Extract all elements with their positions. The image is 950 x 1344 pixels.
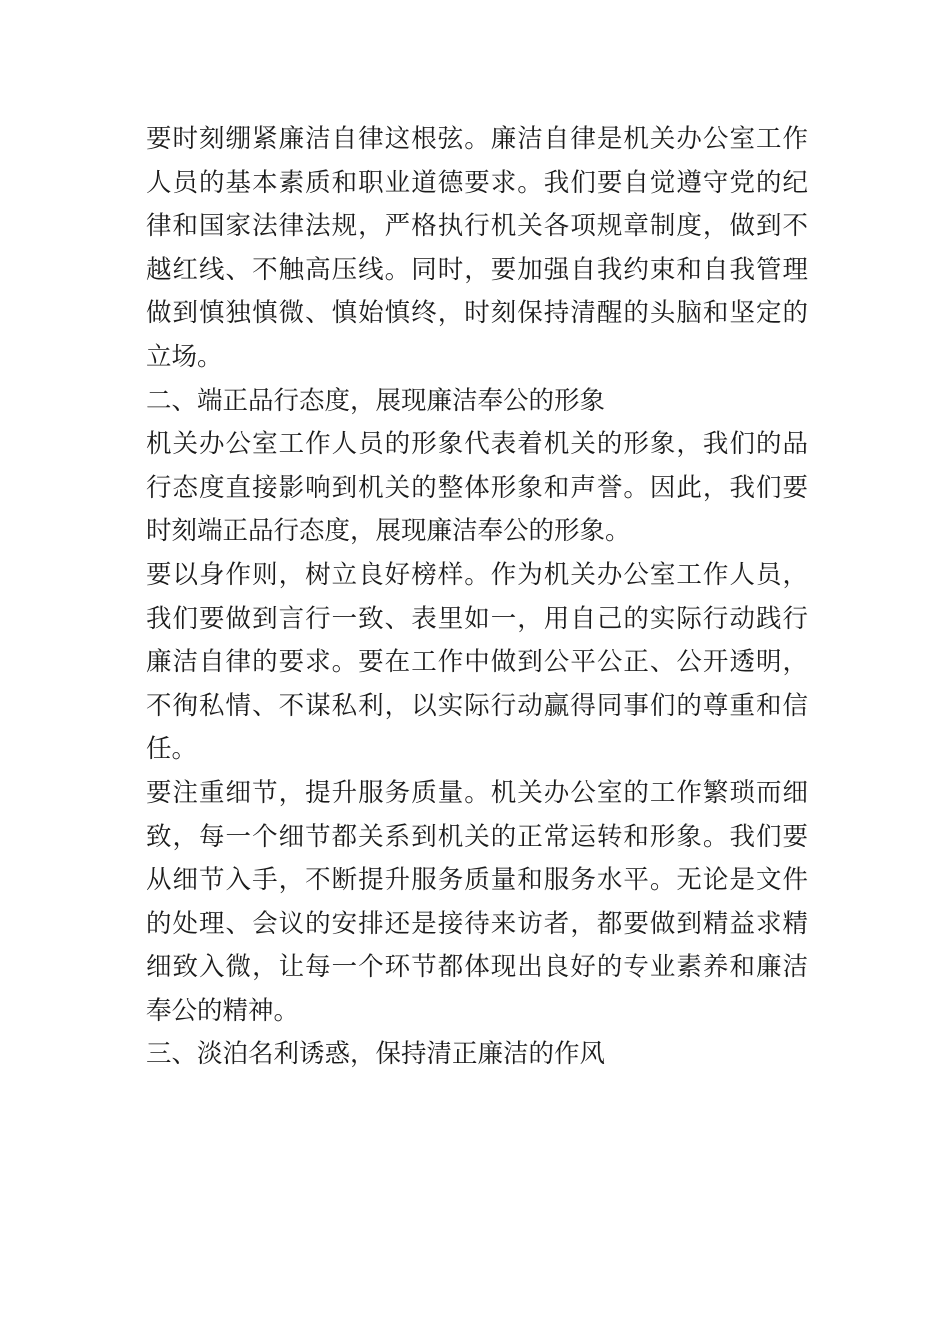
text-line: 机关办公室工作人员的形象代表着机关的形象，我们的品 [146, 429, 808, 460]
text-line: 越红线、不触高压线。同时，要加强自我约束和自我管理 [146, 254, 808, 285]
text-line: 行态度直接影响到机关的整体形象和声誉。因此，我们要 [146, 472, 808, 503]
text-line: 廉洁自律的要求。要在工作中做到公平公正、公开透明， [146, 647, 808, 678]
section-heading: 三、淡泊名利诱惑，保持清正廉洁的作风 [146, 1039, 606, 1070]
text-line: 律和国家法律法规，严格执行机关各项规章制度，做到不 [146, 211, 808, 242]
text-line: 做到慎独慎微、慎始慎终，时刻保持清醒的头脑和坚定的 [146, 298, 808, 329]
text-line: 人员的基本素质和职业道德要求。我们要自觉遵守党的纪 [146, 167, 808, 198]
text-line: 要以身作则，树立良好榜样。作为机关办公室工作人员， [146, 559, 808, 590]
text-line: 的处理、会议的安排还是接待来访者，都要做到精益求精 [146, 908, 808, 939]
text-line: 致，每一个细节都关系到机关的正常运转和形象。我们要 [146, 821, 808, 852]
text-line: 细致入微，让每一个环节都体现出良好的专业素养和廉洁 [146, 952, 808, 983]
text-line: 从细节入手，不断提升服务质量和服务水平。无论是文件 [146, 865, 808, 896]
text-line: 不徇私情、不谋私利，以实际行动赢得同事们的尊重和信 [146, 690, 808, 721]
text-line: 时刻端正品行态度，展现廉洁奉公的形象。 [146, 516, 631, 547]
text-line: 任。 [146, 734, 198, 765]
text-line: 要时刻绷紧廉洁自律这根弦。廉洁自律是机关办公室工作 [146, 124, 808, 154]
text-line: 要注重细节，提升服务质量。机关办公室的工作繁琐而细 [146, 777, 808, 808]
section-heading: 二、端正品行态度，展现廉洁奉公的形象 [146, 385, 606, 416]
text-line: 我们要做到言行一致、表里如一，用自己的实际行动践行 [146, 603, 808, 634]
text-line: 立场。 [146, 341, 223, 372]
text-line: 奉公的精神。 [146, 995, 300, 1026]
document-page [146, 118, 808, 1077]
